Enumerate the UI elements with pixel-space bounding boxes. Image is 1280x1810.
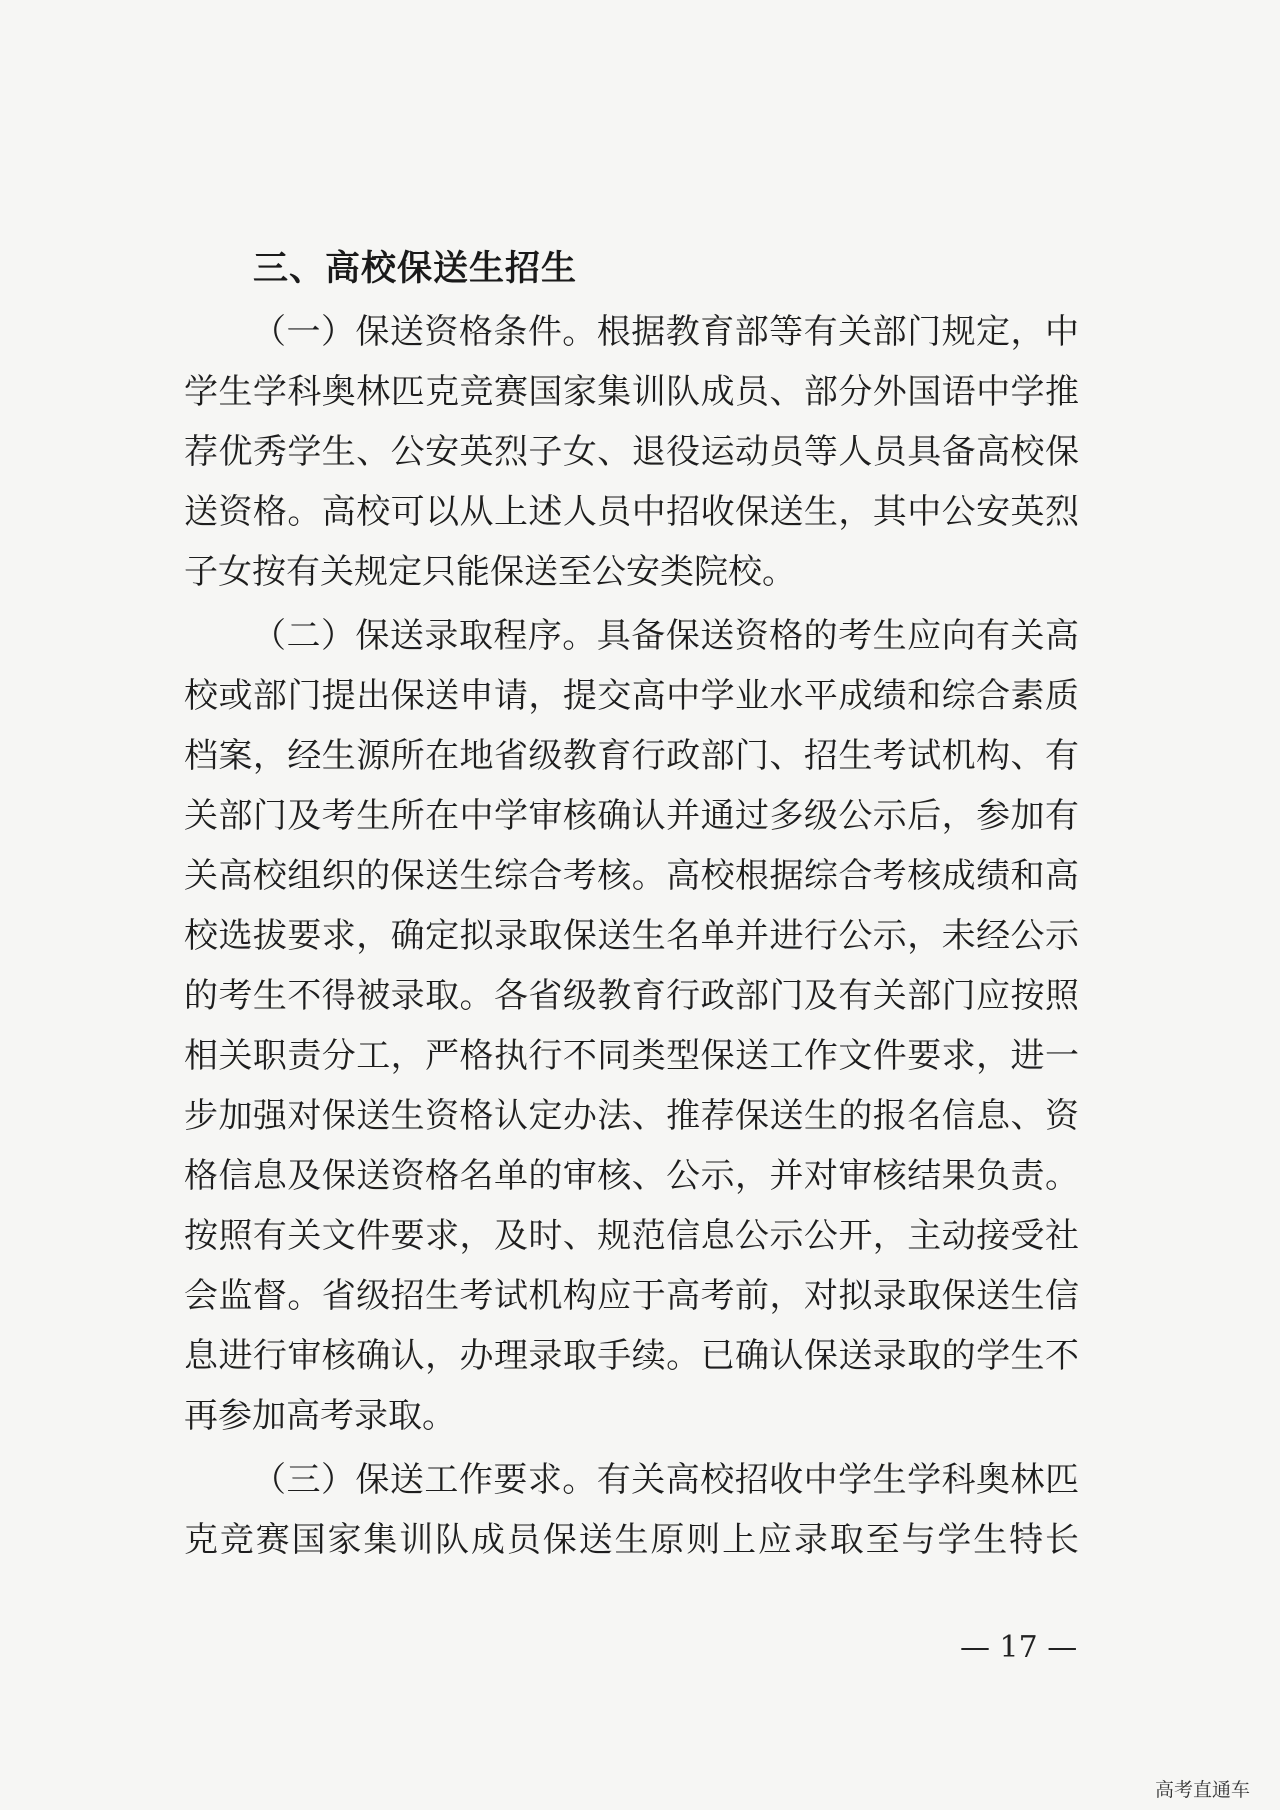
paragraph-line: 格信息及保送资格名单的审核、公示，并对审核结果负责。	[184, 1156, 1079, 1196]
paragraph-line: 关高校组织的保送生综合考核。高校根据综合考核成绩和高	[184, 856, 1079, 896]
paragraph-qualification	[184, 302, 1079, 602]
paragraph-line: 步加强对保送生资格认定办法、推荐保送生的报名信息、资	[184, 1096, 1079, 1136]
paragraph-line: （三）保送工作要求。有关高校招收中学生学科奥林匹	[252, 1460, 1079, 1500]
paragraph-line: 校或部门提出保送申请，提交高中学业水平成绩和综合素质	[184, 676, 1079, 716]
watermark: 高考直通车	[1154, 1779, 1250, 1801]
paragraph-line: 按照有关文件要求，及时、规范信息公示公开，主动接受社	[184, 1216, 1079, 1256]
paragraph-line: 息进行审核确认，办理录取手续。已确认保送录取的学生不	[184, 1336, 1079, 1376]
paragraph-line: 档案，经生源所在地省级教育行政部门、招生考试机构、有	[184, 736, 1079, 776]
paragraph-line: 校选拔要求，确定拟录取保送生名单并进行公示，未经公示	[184, 916, 1079, 956]
paragraph-procedure	[184, 606, 1079, 1446]
paragraph-line: （一）保送资格条件。根据教育部等有关部门规定，中	[252, 312, 1079, 352]
paragraph-line: 再参加高考录取。	[184, 1396, 456, 1436]
paragraph-requirements	[184, 1450, 1079, 1570]
paragraph-line: 关部门及考生所在中学审核确认并通过多级公示后，参加有	[184, 796, 1079, 836]
page-number: — 17 —	[960, 1630, 1078, 1665]
paragraph-line: 会监督。省级招生考试机构应于高考前，对拟录取保送生信	[184, 1276, 1079, 1316]
paragraph-line: 送资格。高校可以从上述人员中招收保送生，其中公安英烈	[184, 492, 1079, 532]
paragraph-line: 荐优秀学生、公安英烈子女、退役运动员等人员具备高校保	[184, 432, 1079, 472]
paragraph-line: 子女按有关规定只能保送至公安类院校。	[184, 552, 796, 592]
section-heading: 三、高校保送生招生	[253, 249, 578, 289]
paragraph-line: 克竞赛国家集训队成员保送生原则上应录取至与学生特长	[184, 1520, 1079, 1560]
paragraph-line: 的考生不得被录取。各省级教育行政部门及有关部门应按照	[184, 976, 1079, 1016]
paragraph-line: （二）保送录取程序。具备保送资格的考生应向有关高	[252, 616, 1079, 656]
paragraph-line: 学生学科奥林匹克竞赛国家集训队成员、部分外国语中学推	[184, 372, 1079, 412]
paragraph-line: 相关职责分工，严格执行不同类型保送工作文件要求，进一	[184, 1036, 1079, 1076]
